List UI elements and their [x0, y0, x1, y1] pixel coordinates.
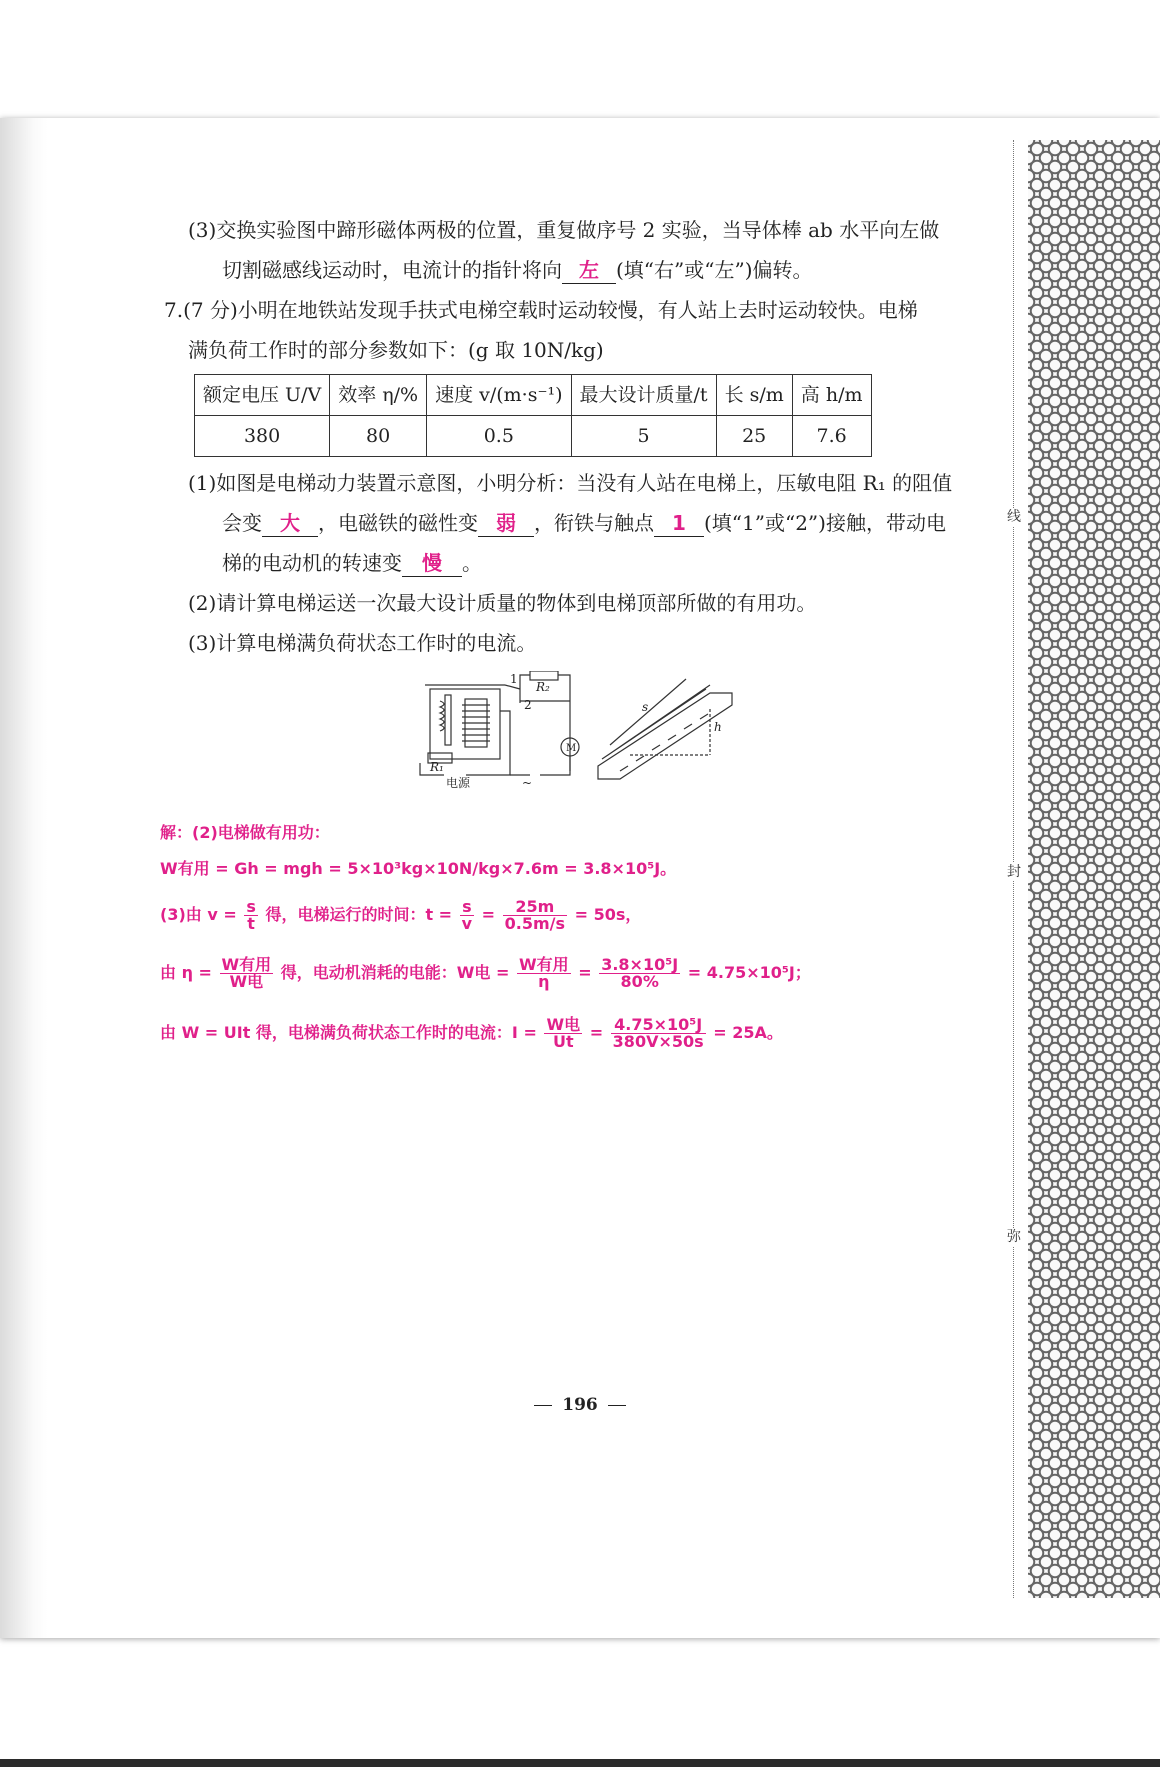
q6-part3-line1: (3)交换实验图中蹄形磁体两极的位置，重复做序号 2 实验，当导体棒 ab 水平向左做 — [188, 218, 940, 242]
table-header-cell: 额定电压 U/V — [195, 375, 330, 416]
answer-blank-4: 慢 — [402, 550, 462, 577]
solution-heading: 解：(2)电梯做有用功： — [160, 823, 330, 842]
answer-blank-2: 弱 — [478, 510, 534, 537]
power-label: 电源 — [446, 776, 471, 790]
answer-blank-1: 大 — [262, 510, 318, 537]
motor-wire — [540, 756, 570, 775]
binding-mark-feng: 封 — [1004, 863, 1024, 881]
circuit-and-escalator-figure — [410, 671, 750, 801]
binding-mark-xian: 线 — [1004, 508, 1024, 526]
q7-part1-line3: 梯的电动机的转速变 慢 。 — [222, 551, 482, 575]
fraction: $\frac{\text{3.8×10⁵J}}{80\%}$ — [601, 955, 679, 991]
bottom-bar — [0, 1759, 1160, 1767]
r2-label: R₂ — [536, 680, 550, 694]
table-row — [195, 416, 872, 457]
table-cell: 7.6 — [792, 416, 871, 457]
motor-label: M — [566, 743, 577, 754]
table-header-cell: 最大设计质量/t — [571, 375, 716, 416]
q7-stem-line1: 7.(7 分)小明在地铁站发现手扶式电梯空载时运动较慢，有人站上去时运动较快。电梯 — [164, 298, 918, 322]
table-header-cell: 效率 η/% — [330, 375, 427, 416]
spring — [445, 695, 451, 745]
spring-coil — [440, 701, 444, 731]
solution-line-4: 由 W = UIt 得，电梯满负荷状态工作时的电流：I = $\frac{\text{W电}}{Ut}$ = $\frac{\text{4.75×10⁵J}}{380V\times 50s}$ = 25A。 — [160, 1015, 783, 1051]
fraction: $\frac{s}{t}$ — [246, 897, 256, 933]
elevator-diagram — [160, 671, 1000, 811]
fraction: $\frac{25m}{0.5m/s}$ — [504, 897, 566, 933]
fraction: $\frac{\text{4.75×10⁵J}}{380V\times 50s}$ — [612, 1015, 704, 1051]
q7-part1-line1: (1)如图是电梯动力装置示意图，小明分析：当没有人站在电梯上，压敏电阻 R₁ 的阻值 — [188, 471, 953, 495]
contact2-label: 2 — [524, 698, 532, 712]
answer-blank-3: 1 — [654, 510, 704, 537]
table-header-cell: 长 s/m — [716, 375, 792, 416]
table-cell: 25 — [716, 416, 792, 457]
h-label: h — [714, 720, 722, 734]
fraction: $\frac{\text{W有用}}{\text{W电}}$ — [221, 955, 272, 991]
q6-part3-line2: 切割磁感线运动时，电流计的指针将向 左 (填“右”或“左”)偏转。 — [222, 258, 813, 282]
r2-resistor — [530, 671, 558, 680]
ac-label: ~ — [522, 776, 533, 790]
coil-windings — [462, 705, 490, 741]
page-content — [160, 210, 1000, 1063]
solution-line-3: 由 η = $\frac{\text{W有用}}{\text{W电}}$ 得，电动机消耗的电能：W电 = $\frac{\text{W有用}}{\eta}$ = $\frac{\text{3.8×10⁵J}}{80\%}$ = 4.75×10⁵J； — [160, 955, 811, 991]
fraction: $\frac{\text{W有用}}{\eta}$ — [518, 955, 569, 991]
table-header-row — [195, 375, 872, 416]
page-number: 196 — [0, 1395, 1160, 1415]
q7-part2: (2)请计算电梯运送一次最大设计质量的物体到电梯顶部所做的有用功。 — [188, 591, 817, 615]
elevator-params-table — [194, 374, 872, 457]
fraction: $\frac{\text{W电}}{Ut}$ — [546, 1015, 581, 1051]
table-cell: 5 — [571, 416, 716, 457]
page-number-dash-right — [608, 1405, 626, 1406]
table-header-cell: 高 h/m — [792, 375, 871, 416]
q7-part3: (3)计算电梯满负荷状态工作时的电流。 — [188, 631, 537, 655]
solution-line-1: W有用 = Gh = mgh = 5×10³kg×10N/kg×7.6m = 3.8×10⁵J。 — [160, 859, 677, 878]
escalator-body — [598, 693, 732, 779]
r1-label: R₁ — [430, 760, 444, 774]
diagram-labels — [429, 672, 722, 790]
table-cell: 80 — [330, 416, 427, 457]
solution-line-2: (3)由 v = $\frac{s}{t}$ 得，电梯运行的时间：t = $\frac{s}{v}$ = $\frac{25m}{0.5m/s}$ = 50s， — [160, 897, 642, 933]
contact1-label: 1 — [510, 672, 518, 686]
top-margin — [0, 0, 1160, 118]
s-label: s — [642, 700, 649, 714]
binding-mark-mi: 弥 — [1004, 1228, 1024, 1246]
binding-margin-pattern — [1028, 140, 1160, 1598]
answer-blank-direction: 左 — [562, 257, 616, 284]
table-cell: 380 — [195, 416, 330, 457]
q7-part1-line2: 会变 大 ，电磁铁的磁性变 弱 ，衔铁与触点 1 (填“1”或“2”)接触，带动电 — [222, 511, 946, 535]
escalator-sketch — [598, 679, 732, 779]
fraction: $\frac{s}{v}$ — [461, 897, 473, 933]
table-cell: 0.5 — [427, 416, 571, 457]
page-number-dash-left — [534, 1405, 552, 1406]
q7-stem-line2: 满负荷工作时的部分参数如下：(g 取 10N/kg) — [188, 338, 604, 362]
table-header-cell: 速度 v/(m·s⁻¹) — [427, 375, 571, 416]
